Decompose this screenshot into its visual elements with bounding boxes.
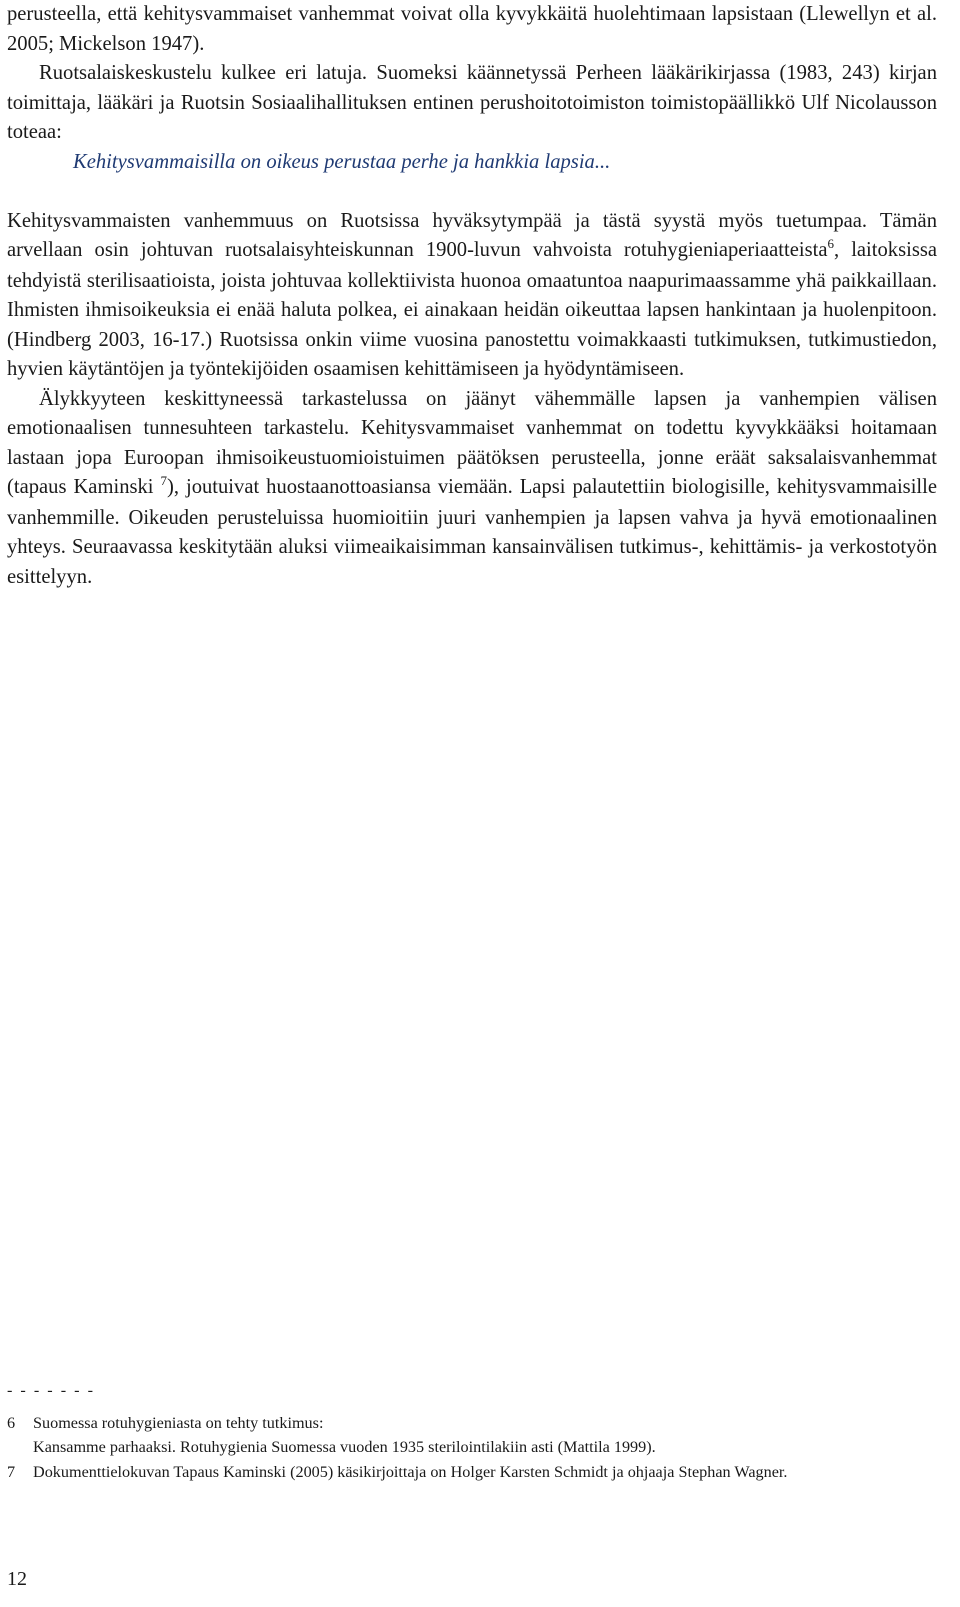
main-text — [7, 0, 937, 592]
footnote-body: Dokumenttielokuvan Tapaus Kaminski (2005) käsikirjoittaja on Holger Karsten Schmidt ja ohjaaja Stephan Wagner. — [33, 1462, 788, 1481]
footnote-body — [33, 1411, 937, 1460]
paragraph-4-text-a: Älykkyyteen keskittyneessä tarkastelussa on jäänyt vähemmälle lapsen ja vanhempien välisen emotionaalisen tunnesuhteen tarkastelu. Kehitysvammaiset vanhemmat on todettu kyvykkääksi hoitamaan lastaan jopa Euroopan ihmisoikeustuomioistuimen päätöksen perusteella, jonne eräät saksalaisvanhemmat (tapaus Kaminski — [7, 387, 937, 498]
paragraph-3 — [7, 207, 937, 385]
paragraph-4-text-b: ), joutuivat huostaanottoasiansa viemään. Lapsi palautettiin biologisille, kehitysvammaisille vanhemmille. Oikeuden perusteluissa huomioitiin juuri vanhempien ja lapsen vahva ja hyvä emotionaalinen yhteys. Seuraavassa keskitytään aluksi viimeaikaisimman kansainvälisen tutkimus-, kehittämis- ja verkostotyön esittelyyn. — [7, 476, 937, 588]
paragraph-4 — [7, 385, 937, 593]
paragraph-1: perusteella, että kehitysvammaiset vanhemmat voivat olla kyvykkäitä huolehtimaan lapsistaan (Llewellyn et al. 2005; Mickelson 1947). — [7, 3, 937, 55]
footnote-6 — [7, 1411, 937, 1460]
block-quote: Kehitysvammaisilla on oikeus perustaa perhe ja hankkia lapsia... — [73, 150, 611, 173]
paragraph-3-text-a: Kehitysvammaisten vanhemmuus on Ruotsissa hyväksytympää ja tästä syystä myös tuetumpaa. Tämän arvellaan osin johtuvan ruotsalaisyhteiskunnan 1900-luvun vahvoista rotuhygieniaperiaatteista — [7, 209, 937, 261]
paragraph-2-text: Ruotsalaiskeskustelu kulkee eri latuja. Suomeksi käännetyssä Perheen lääkärikirjassa (1983, 243) kirjan toimittaja, lääkäri ja Ruotsin Sosiaalihallituksen entinen perushoitotoimiston toimistopäällikkö Ulf Nicolausson toteaa: — [7, 62, 937, 143]
footnote-line: Suomessa rotuhygieniasta on tehty tutkimus: — [33, 1413, 324, 1432]
footnote-ref-6[interactable]: 6 — [827, 236, 834, 251]
footnote-ref-7[interactable]: 7 — [160, 473, 167, 488]
footnote-number: 6 — [7, 1413, 16, 1432]
footnote-7 — [7, 1460, 937, 1485]
page-number: 12 — [7, 1568, 27, 1590]
footnote-line: Kansamme parhaaksi. Rotuhygienia Suomessa vuoden 1935 sterilointilakiin asti (Mattila 1999). — [33, 1438, 656, 1456]
spacer — [7, 177, 937, 207]
footnote-number: 7 — [7, 1462, 16, 1481]
footnotes — [7, 1378, 937, 1484]
paragraph-3-text-b: , laitoksissa tehdyistä sterilisaatioista, joista johtuvaa kollektiivista huonoa omaatuntoa naapurimaassamme yhä paikkaillaan. Ihmisten ihmisoikeuksia ei enää haluta polkea, ei ainakaan heidän oikeuttaa lapsen hankintaan ja huolenpitoon. (Hindberg 2003, 16-17.) Ruotsissa onkin viime vuosina panostettu voimakkaasti tutkimuksen, tutkimustiedon, hyvien käytäntöjen ja työntekijöiden osaamisen kehittämiseen ja hyödyntämiseen. — [7, 239, 937, 380]
footnote-separator: - - - - - - - — [7, 1381, 96, 1399]
paragraph-2 — [7, 59, 937, 177]
